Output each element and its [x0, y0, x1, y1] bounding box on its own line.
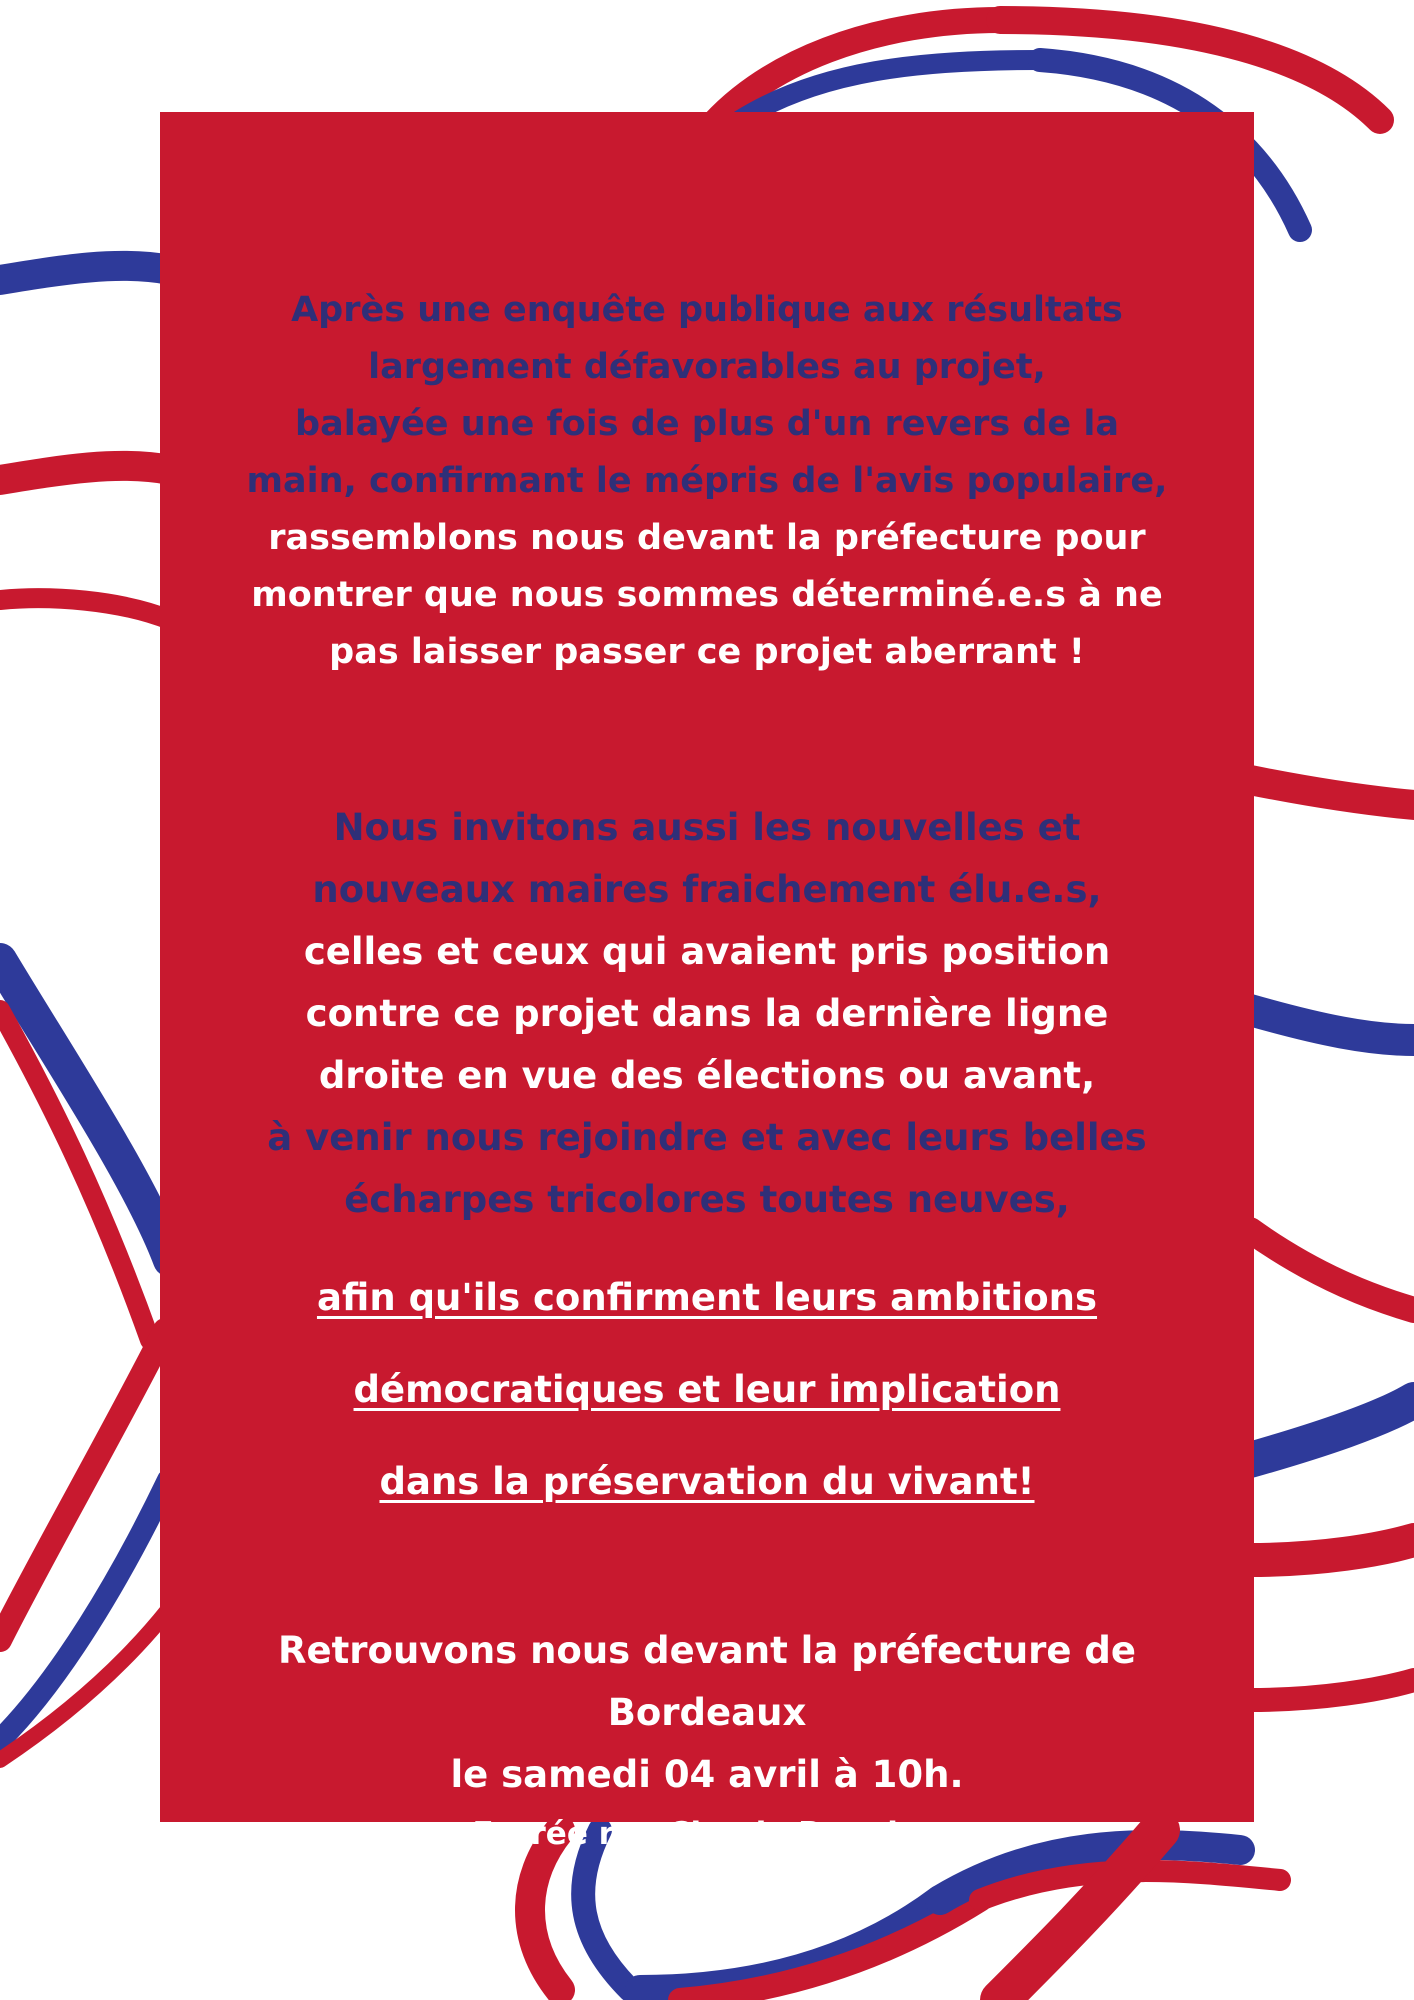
underlined-paragraph — [160, 1252, 1254, 1528]
intro-line-1: Après une enquête publique aux résultats — [291, 290, 1123, 330]
event-details — [160, 1620, 1254, 1862]
invitation-line-6: à venir nous rejoindre et avec leurs belles — [267, 1116, 1147, 1159]
invitation-line-5: droite en vue des élections ou avant, — [318, 1054, 1096, 1097]
invitation-line-4: contre ce projet dans la dernière ligne — [305, 992, 1109, 1035]
intro-line-7: pas laisser passer ce projet aberrant ! — [329, 632, 1085, 672]
invitation-paragraph — [160, 797, 1254, 1231]
event-entrance: Entrée rue Claude Bonnier. — [472, 1816, 942, 1852]
event-line-1: Retrouvons nous devant la préfecture de — [278, 1629, 1136, 1672]
red-content-panel — [160, 112, 1254, 1852]
invitation-line-7: écharpes tricolores toutes neuves, — [344, 1178, 1070, 1221]
underlined-line-3: dans la préservation du vivant! — [379, 1460, 1035, 1503]
underlined-line-2: démocratiques et leur implication — [353, 1368, 1061, 1411]
intro-line-4: main, confirmant le mépris de l'avis populaire, — [246, 461, 1168, 501]
event-city: Bordeaux — [607, 1691, 807, 1734]
intro-paragraph — [160, 282, 1254, 681]
invitation-line-3: celles et ceux qui avaient pris position — [303, 930, 1111, 973]
intro-line-5: rassemblons nous devant la préfecture pour — [268, 518, 1146, 558]
intro-line-6: montrer que nous sommes déterminé.e.s à ne — [251, 575, 1163, 615]
underlined-line-1: afin qu'ils confirment leurs ambitions — [316, 1276, 1098, 1319]
intro-line-3: balayée une fois de plus d'un revers de la — [295, 404, 1119, 444]
invitation-line-1: Nous invitons aussi les nouvelles et — [333, 806, 1081, 849]
invitation-line-2: nouveaux maires fraichement élu.e.s, — [312, 868, 1102, 911]
intro-line-2: largement défavorables au projet, — [368, 347, 1046, 387]
event-date: le samedi 04 avril à 10h. — [450, 1753, 964, 1796]
